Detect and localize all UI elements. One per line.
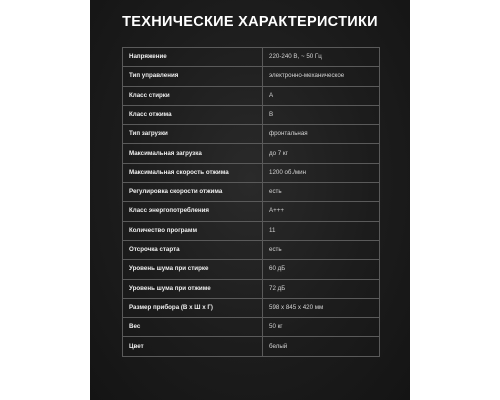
spec-name: Уровень шума при отжиме <box>123 279 263 298</box>
table-row <box>123 105 380 124</box>
spec-value: В <box>263 105 380 124</box>
spec-value: 220-240 В, ~ 50 Гц <box>263 48 380 67</box>
spec-value: А <box>263 86 380 105</box>
table-row <box>123 298 380 317</box>
spec-value: электронно-механическое <box>263 67 380 86</box>
spec-value: 50 кг <box>263 318 380 337</box>
spec-value: до 7 кг <box>263 144 380 163</box>
spec-name: Максимальная скорость отжима <box>123 163 263 182</box>
spec-value: 1200 об./мин <box>263 163 380 182</box>
spec-name: Цвет <box>123 337 263 356</box>
table-row <box>123 221 380 240</box>
table-row <box>123 240 380 259</box>
spec-value: А+++ <box>263 202 380 221</box>
table-row <box>123 183 380 202</box>
spec-name: Класс отжима <box>123 105 263 124</box>
spec-name: Размер прибора (В х Ш х Г) <box>123 298 263 317</box>
spec-value: 60 дБ <box>263 260 380 279</box>
table-row <box>123 67 380 86</box>
spec-name: Максимальная загрузка <box>123 144 263 163</box>
table-row <box>123 202 380 221</box>
spec-value: есть <box>263 240 380 259</box>
spec-name: Тип управления <box>123 67 263 86</box>
table-row <box>123 318 380 337</box>
spec-sheet-panel <box>90 0 410 400</box>
spec-name: Уровень шума при стирке <box>123 260 263 279</box>
spec-value: есть <box>263 183 380 202</box>
spec-value: фронтальная <box>263 125 380 144</box>
spec-name: Класс энергопотребления <box>123 202 263 221</box>
spec-name: Класс стирки <box>123 86 263 105</box>
spec-name: Тип загрузки <box>123 125 263 144</box>
table-row <box>123 163 380 182</box>
spec-name: Регулировка скорости отжима <box>123 183 263 202</box>
spec-name: Количество программ <box>123 221 263 240</box>
spec-name: Напряжение <box>123 48 263 67</box>
table-row <box>123 86 380 105</box>
spec-name: Отсрочка старта <box>123 240 263 259</box>
spec-value: 72 дБ <box>263 279 380 298</box>
spec-value: белый <box>263 337 380 356</box>
spec-name: Вес <box>123 318 263 337</box>
table-row <box>123 125 380 144</box>
table-row <box>123 260 380 279</box>
spec-value: 598 х 845 х 420 мм <box>263 298 380 317</box>
table-row <box>123 337 380 356</box>
spec-value: 11 <box>263 221 380 240</box>
table-row <box>123 48 380 67</box>
table-row <box>123 144 380 163</box>
specs-table <box>122 47 380 357</box>
page-title: ТЕХНИЧЕСКИЕ ХАРАКТЕРИСТИКИ <box>122 14 378 30</box>
table-row <box>123 279 380 298</box>
